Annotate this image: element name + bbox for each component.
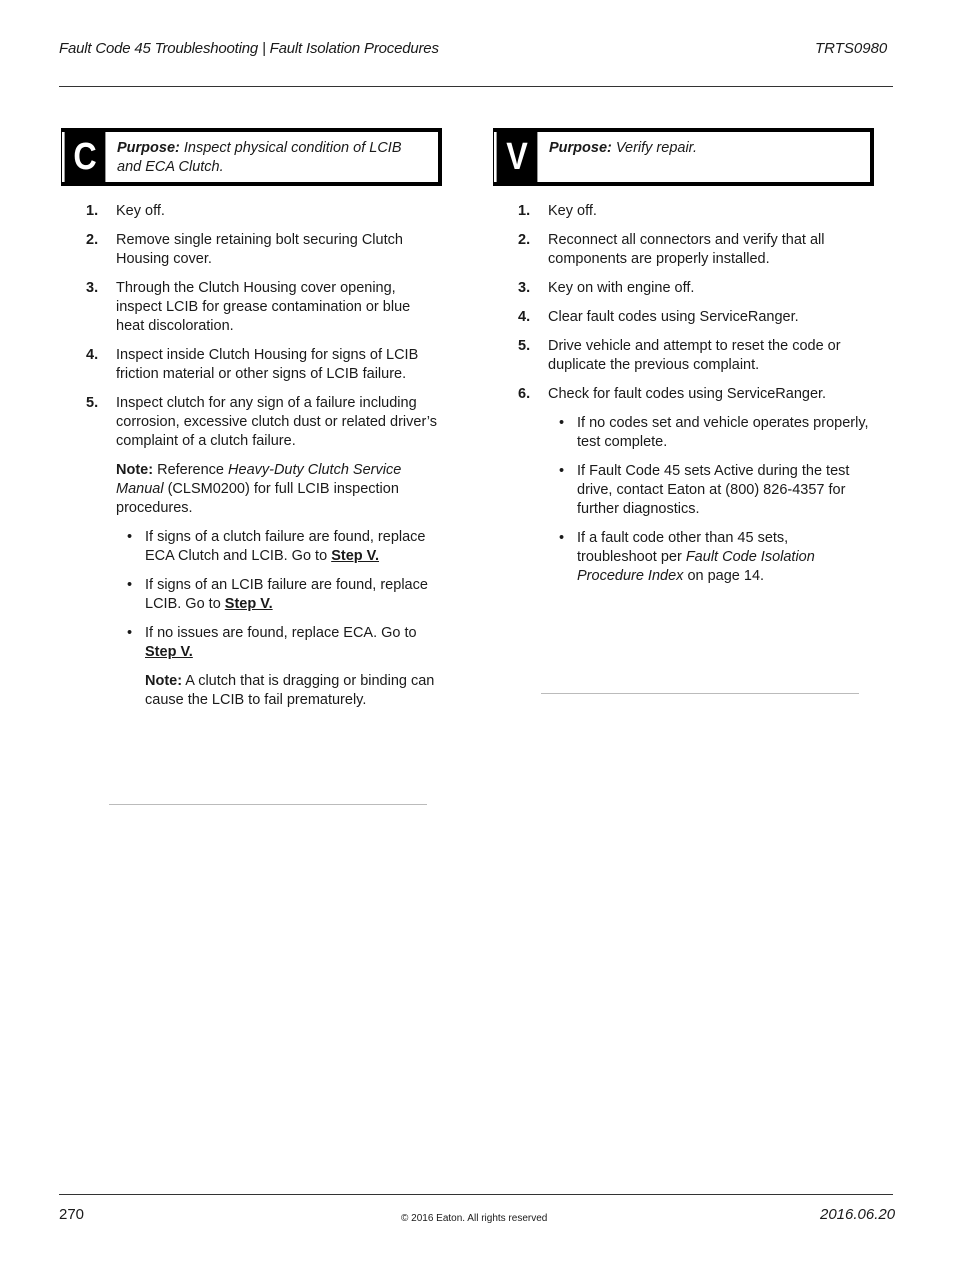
step-text: Check for fault codes using ServiceRanger. (548, 386, 827, 402)
section-end-divider (109, 804, 427, 805)
step-text: Clear fault codes using ServiceRanger. (548, 309, 799, 325)
purpose-label: Purpose: (117, 140, 180, 156)
step-v-purpose-box (493, 128, 874, 186)
step-number: 1. (86, 203, 99, 219)
step-text: Key off. (116, 203, 165, 219)
step-text: Inspect inside Clutch Housing for signs of LCIB friction material or other signs of LCIB failure. (116, 347, 419, 382)
list-item (518, 337, 872, 375)
step-number: 4. (86, 347, 99, 363)
list-item (518, 308, 872, 327)
step-number: 5. (86, 395, 99, 411)
step-number: 5. (518, 338, 531, 354)
bullet-item (116, 528, 440, 566)
list-item (518, 231, 872, 269)
step-number: 2. (86, 232, 99, 248)
bullet-item (548, 414, 872, 452)
purpose-label: Purpose: (549, 140, 612, 156)
list-item (86, 231, 440, 269)
bullet-text: If signs of a clutch failure are found, replace ECA Clutch and LCIB. Go to (145, 529, 426, 564)
step-v-link[interactable]: Step V. (224, 596, 273, 612)
bullet-text: If Fault Code 45 sets Active during the test drive, contact Eaton at (800) 826-4357 for further diagnostics. (577, 463, 850, 517)
step-number: 4. (518, 309, 531, 325)
bullet-text: If no issues are found, replace ECA. Go to (145, 625, 417, 641)
note-label: Note: (145, 673, 183, 689)
step-number: 3. (518, 280, 531, 296)
bullet-item (548, 462, 872, 519)
list-item (518, 385, 872, 586)
step-number: 2. (518, 232, 531, 248)
list-item (86, 279, 440, 336)
purpose-text: Inspect physical condition of LCIB and ECA Clutch. (117, 140, 402, 175)
step-v-link[interactable]: Step V. (331, 548, 380, 564)
step-c-purpose (117, 139, 429, 177)
index-reference: Fault Code Isolation Procedure Index (577, 549, 815, 584)
step-v-list (518, 202, 872, 596)
step-text: Drive vehicle and attempt to reset the code or duplicate the previous complaint. (548, 338, 841, 373)
caution-note (116, 672, 440, 710)
step-c-list (86, 202, 440, 720)
footer-rule (59, 1194, 893, 1195)
list-item (518, 279, 872, 298)
step-text: Key on with engine off. (548, 280, 695, 296)
step-text: Inspect clutch for any sign of a failure including corrosion, excessive clutch dust or related driver’s complaint of a clutch failure. (116, 395, 438, 449)
step-number: 6. (518, 386, 531, 402)
bullet-item (548, 529, 872, 586)
page-number: 270 (59, 1206, 85, 1223)
step-c-letter: C (65, 131, 106, 183)
bullet-item (116, 624, 440, 662)
list-item (86, 346, 440, 384)
revision-date: 2016.06.20 (820, 1206, 896, 1223)
note-text: A clutch that is dragging or binding can cause the LCIB to fail prematurely. (145, 673, 435, 708)
manual-title: Heavy-Duty Clutch Service Manual (116, 462, 402, 497)
bullet-text-pre: If a fault code other than 45 sets, troubleshoot per (577, 530, 789, 565)
list-item (86, 394, 440, 710)
step-v-bullets (548, 414, 872, 586)
step-number: 3. (86, 280, 99, 296)
document-id: TRTS0980 (815, 40, 888, 57)
step-text: Through the Clutch Housing cover opening, inspect LCIB for grease contamination or blue heat discoloration. (116, 280, 411, 334)
header-title: Fault Code 45 Troubleshooting | Fault Isolation Procedures (59, 40, 439, 57)
bullet-text: If no codes set and vehicle operates properly, test complete. (577, 415, 869, 450)
bullet-text-post: on page 14. (687, 568, 765, 584)
reference-note (116, 461, 440, 518)
note-text-pre: Reference (157, 462, 224, 478)
step-text: Key off. (548, 203, 597, 219)
list-item (86, 202, 440, 221)
list-item (518, 202, 872, 221)
step-text: Remove single retaining bolt securing Clutch Housing cover. (116, 232, 403, 267)
step-c-purpose-box (61, 128, 442, 186)
step-c-bullets (116, 528, 440, 662)
bullet-text: If signs of an LCIB failure are found, replace LCIB. Go to (145, 577, 428, 612)
step-number: 1. (518, 203, 531, 219)
bullet-item (116, 576, 440, 614)
step-v-purpose (549, 139, 861, 158)
note-text-post: (CLSM0200) for full LCIB inspection procedures. (116, 481, 399, 516)
step-v-letter: V (497, 131, 538, 183)
purpose-text: Verify repair. (615, 140, 697, 156)
note-label: Note: (116, 462, 154, 478)
step-text: Reconnect all connectors and verify that all components are properly installed. (548, 232, 825, 267)
copyright: © 2016 Eaton. All rights reserved (401, 1213, 548, 1224)
step-v-link[interactable]: Step V. (145, 644, 193, 660)
header-rule (59, 86, 893, 87)
section-end-divider (541, 693, 859, 694)
